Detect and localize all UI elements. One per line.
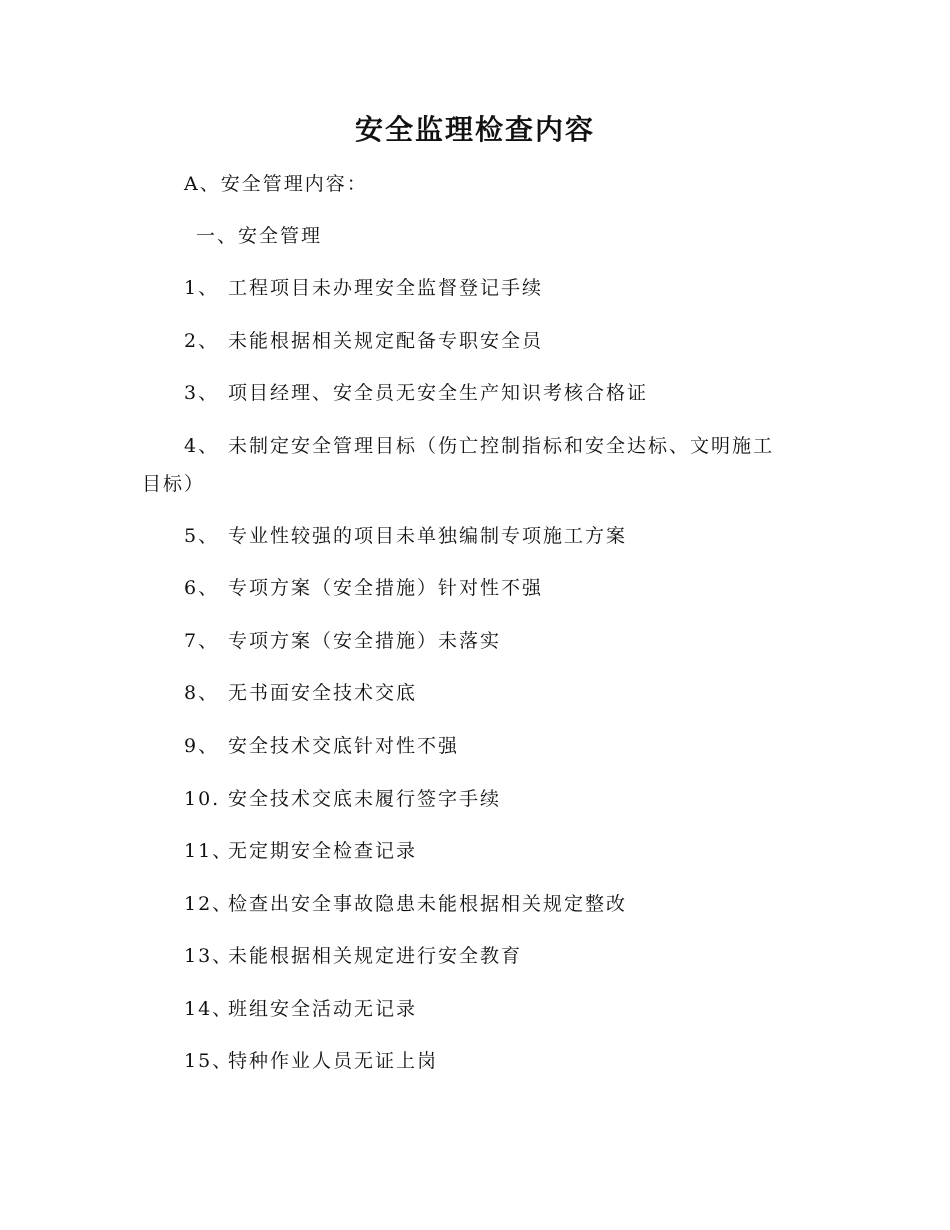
item-text: 专项方案（安全措施）未落实: [228, 630, 502, 652]
list-item: [184, 892, 627, 916]
item-text: 无书面安全技术交底: [228, 682, 418, 704]
item-number: 12、: [184, 893, 234, 915]
item-text: 检查出安全事故隐患未能根据相关规定整改: [228, 893, 628, 915]
item-number: 14、: [184, 998, 234, 1020]
item-number: 2、: [184, 330, 220, 352]
item-text: 专项方案（安全措施）针对性不强: [228, 577, 544, 599]
item-number: 13、: [184, 945, 234, 967]
item-number: 1、: [184, 277, 220, 299]
list-item-continuation: 目标）: [142, 473, 206, 495]
list-item: [184, 434, 774, 458]
item-number: 6、: [184, 577, 220, 599]
list-item: [184, 381, 648, 405]
item-text: 无定期安全检查记录: [228, 840, 418, 862]
list-item: [184, 1049, 438, 1073]
item-text: 安全技术交底未履行签字手续: [228, 788, 502, 810]
list-item: [184, 944, 522, 968]
item-number: 15、: [184, 1050, 234, 1072]
item-number: 8、: [184, 682, 220, 704]
item-text: 专业性较强的项目未单独编制专项施工方案: [228, 525, 628, 547]
list-item: [184, 329, 543, 353]
item-number: 11、: [184, 840, 234, 862]
list-item: [184, 681, 417, 705]
item-text: 工程项目未办理安全监督登记手续: [228, 277, 544, 299]
item-number: 9、: [184, 735, 220, 757]
subsection-heading: 一、安全管理: [196, 225, 323, 247]
item-text: 未能根据相关规定进行安全教育: [228, 945, 523, 967]
item-text: 未制定安全管理目标（伤亡控制指标和安全达标、文明施工: [228, 435, 775, 457]
list-item: [184, 787, 501, 811]
list-item: [184, 276, 543, 300]
list-item: [184, 629, 501, 653]
item-number: 7、: [184, 630, 220, 652]
item-number: 10.: [184, 788, 221, 810]
list-item: [184, 524, 627, 548]
document-title: 安全监理检查内容: [354, 113, 595, 146]
item-text: 项目经理、安全员无安全生产知识考核合格证: [228, 382, 649, 404]
item-number: 5、: [184, 525, 220, 547]
item-text: 未能根据相关规定配备专职安全员: [228, 330, 544, 352]
list-item: [184, 734, 459, 758]
item-number: 3、: [184, 382, 220, 404]
section-heading-a: A、安全管理内容：: [184, 173, 368, 195]
item-text: 班组安全活动无记录: [228, 998, 418, 1020]
item-text: 安全技术交底针对性不强: [228, 735, 460, 757]
item-number: 4、: [184, 435, 220, 457]
list-item: [184, 839, 417, 863]
item-text: 特种作业人员无证上岗: [228, 1050, 439, 1072]
list-item: [184, 576, 543, 600]
list-item: [184, 997, 417, 1021]
